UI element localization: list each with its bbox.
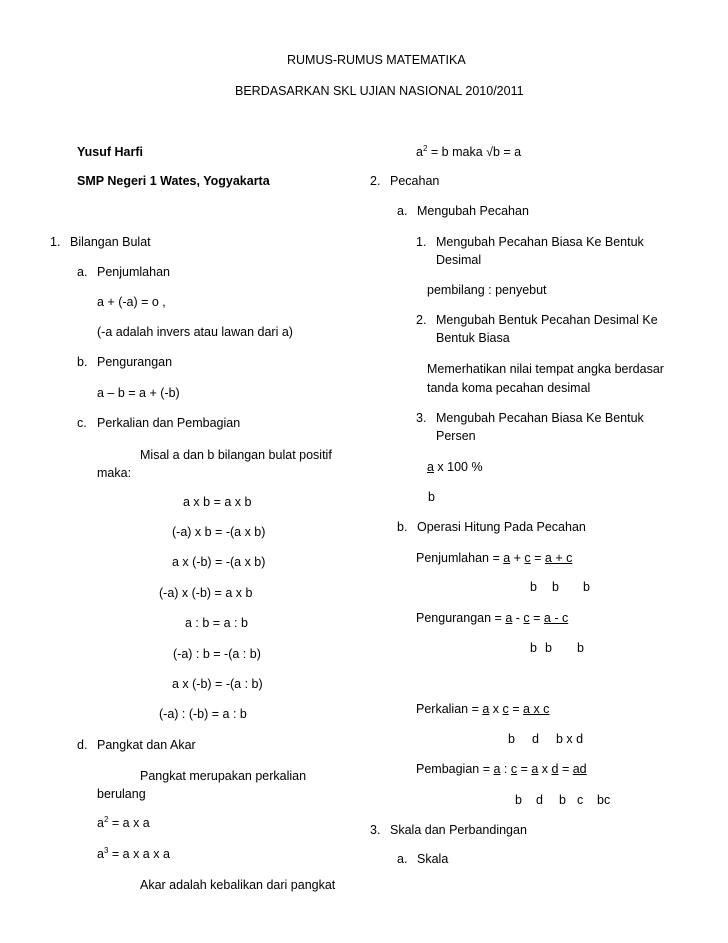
fraction-denominator: b x d xyxy=(556,732,584,746)
formula-line: $a^2 = a$ x a xyxy=(97,815,150,830)
formula-line: a : b = a : b xyxy=(185,616,248,630)
fraction-denominator: b xyxy=(577,641,584,655)
fraction-denominator: b xyxy=(583,580,590,594)
fraction-formula-addition: Penjumlahan = a + c = a + c xyxy=(416,551,573,565)
fraction-denominator: b xyxy=(559,793,566,807)
paragraph-line: berulang xyxy=(97,787,146,801)
section-number: 2. xyxy=(370,174,381,188)
item-number: 3. xyxy=(416,411,427,425)
section-title-pecahan: Pecahan xyxy=(390,174,440,188)
subsection-letter: a. xyxy=(397,204,408,218)
document-subtitle: BERDASARKAN SKL UJIAN NASIONAL 2010/2011 xyxy=(235,84,524,98)
document-title: RUMUS-RUMUS MATEMATIKA xyxy=(287,53,466,67)
subsection-title-skala: Skala xyxy=(417,852,449,866)
item-title: Mengubah Pecahan Biasa Ke Bentuk xyxy=(436,411,644,425)
fraction-denominator: d xyxy=(536,793,543,807)
author-name: Yusuf Harfi xyxy=(77,145,143,159)
section-number: 1. xyxy=(50,235,61,249)
formula-line: pembilang : penyebut xyxy=(427,283,547,297)
paragraph-line: Misal a dan b bilangan bulat positif xyxy=(140,448,332,462)
formula-line: a x (-b) = -(a : b) xyxy=(172,677,263,691)
subsection-letter: a. xyxy=(397,852,408,866)
item-title: Persen xyxy=(436,429,476,443)
paragraph-line: Akar adalah kebalikan dari pangkat xyxy=(140,878,336,892)
fraction-denominator: b xyxy=(530,580,537,594)
formula-line: a – b = a + (-b) xyxy=(97,386,180,400)
fraction-denominator: c xyxy=(577,793,584,807)
formula-line: $a^3 = a$ x a x a xyxy=(97,846,170,861)
subsection-title-perkalian-pembagian: Perkalian dan Pembagian xyxy=(97,416,241,430)
item-number: 1. xyxy=(416,235,427,249)
item-number: 2. xyxy=(416,313,427,327)
subsection-title-pangkat-akar: Pangkat dan Akar xyxy=(97,738,196,752)
subsection-letter: c. xyxy=(77,416,87,430)
section-title-skala-perbandingan: Skala dan Perbandingan xyxy=(390,823,527,837)
fraction-denominator: b xyxy=(552,580,559,594)
fraction-formula-subtraction: Pengurangan = a - c = a - c xyxy=(416,611,569,625)
subsection-title-operasi-hitung: Operasi Hitung Pada Pecahan xyxy=(417,520,586,534)
fraction-denominator: b xyxy=(545,641,552,655)
subsection-letter: d. xyxy=(77,738,88,752)
paragraph-line: tanda koma pecahan desimal xyxy=(427,381,591,395)
fraction-formula-division: Pembagian = a : c = a x d = ad xyxy=(416,762,587,776)
formula-line: a x b = a x b xyxy=(183,495,252,509)
paragraph-line: Memerhatikan nilai tempat angka berdasar xyxy=(427,362,664,376)
author-school: SMP Negeri 1 Wates, Yogyakarta xyxy=(77,174,270,188)
item-title: Mengubah Pecahan Biasa Ke Bentuk xyxy=(436,235,644,249)
subsection-title-pengurangan: Pengurangan xyxy=(97,355,173,369)
formula-line: (-a) x (-b) = a x b xyxy=(159,586,253,600)
fraction-formula-multiplication: Perkalian = a x c = a x c xyxy=(416,702,550,716)
section-number: 3. xyxy=(370,823,381,837)
fraction-denominator: bc xyxy=(597,793,611,807)
fraction-denominator: b xyxy=(508,732,515,746)
section-title-bilangan-bulat: Bilangan Bulat xyxy=(70,235,151,249)
fraction-formula: a x 100 % xyxy=(427,460,483,474)
paragraph-line: maka: xyxy=(97,466,132,480)
item-title: Mengubah Bentuk Pecahan Desimal Ke xyxy=(436,313,658,327)
item-title: Bentuk Biasa xyxy=(436,331,510,345)
fraction-denominator: d xyxy=(532,732,539,746)
item-title: Desimal xyxy=(436,253,482,267)
formula-line: (-a) x b = -(a x b) xyxy=(172,525,266,539)
paragraph-line: Pangkat merupakan perkalian xyxy=(140,769,307,783)
formula-line: $a^2 = b$ maka √b = a xyxy=(416,144,522,159)
subsection-letter: b. xyxy=(397,520,408,534)
subsection-title-mengubah-pecahan: Mengubah Pecahan xyxy=(417,204,529,218)
formula-note: (-a adalah invers atau lawan dari a) xyxy=(97,325,293,339)
subsection-title-penjumlahan: Penjumlahan xyxy=(97,265,170,279)
formula-line: (-a) : (-b) = a : b xyxy=(159,707,247,721)
fraction-denominator: b xyxy=(428,490,435,504)
subsection-letter: b. xyxy=(77,355,88,369)
fraction-denominator: b xyxy=(515,793,522,807)
subsection-letter: a. xyxy=(77,265,88,279)
formula-line: a + (-a) = o , xyxy=(97,295,166,309)
fraction-denominator: b xyxy=(530,641,537,655)
formula-line: a x (-b) = -(a x b) xyxy=(172,555,266,569)
formula-line: (-a) : b = -(a : b) xyxy=(173,647,261,661)
